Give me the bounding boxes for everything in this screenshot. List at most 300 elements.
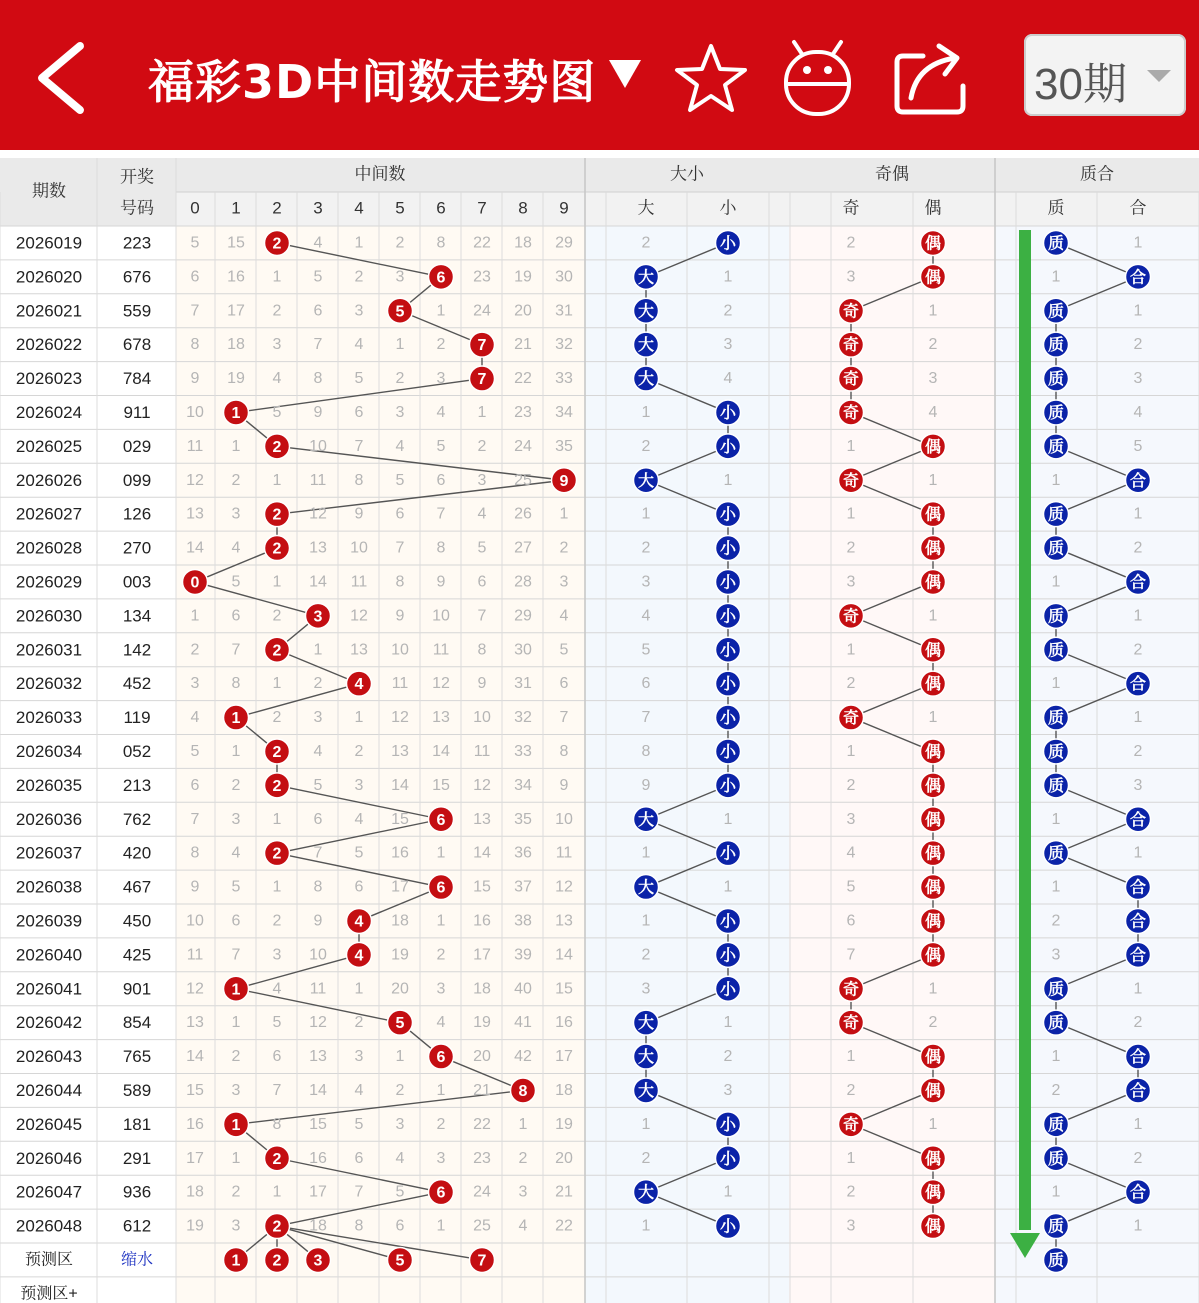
middle-miss-count: 3: [395, 268, 405, 286]
middle-miss-count: 5: [190, 742, 200, 760]
middle-miss-count: 19: [555, 1115, 573, 1133]
middle-miss-count: 24: [514, 437, 532, 455]
middle-miss-count: 10: [350, 539, 368, 557]
middle-miss-count: 1: [231, 1149, 241, 1167]
middle-miss-count: 9: [477, 675, 487, 693]
size-miss-count: 3: [723, 1081, 733, 1099]
middle-miss-count: 24: [473, 302, 491, 320]
size-miss-count: 4: [723, 370, 733, 388]
draw-number: 003: [122, 572, 152, 592]
size-hit-ball-label: 小: [719, 710, 737, 728]
prime-miss-count: 1: [1133, 607, 1143, 625]
prime-miss-count: 1: [1133, 234, 1143, 252]
draw-number: 052: [122, 741, 152, 761]
predict-ball-label: 5: [395, 1252, 405, 1270]
parity-hit-ball-label: 偶: [924, 811, 942, 829]
size-hit-ball-label: 小: [719, 777, 737, 795]
middle-miss-count: 4: [231, 539, 241, 557]
prime-hit-ball-label: 合: [1129, 947, 1147, 965]
middle-miss-count: 7: [477, 607, 487, 625]
parity-miss-count: 2: [846, 234, 856, 252]
parity-miss-count: 2: [846, 1081, 856, 1099]
parity-miss-count: 1: [928, 607, 938, 625]
issue-number: 2026024: [15, 402, 83, 422]
draw-number: 762: [122, 809, 152, 829]
draw-number: 213: [122, 775, 152, 795]
parity-hit-ball-label: 偶: [924, 676, 942, 694]
size-hit-ball-label: 大: [637, 811, 655, 829]
prime-hit-ball-label: 质: [1047, 404, 1065, 422]
middle-miss-count: 3: [190, 675, 200, 693]
middle-miss-count: 15: [432, 776, 450, 794]
middle-miss-count: 1: [272, 573, 282, 591]
header-parity-odd: 奇: [842, 198, 860, 218]
chevron-down-icon: [1146, 68, 1172, 84]
middle-miss-count: 3: [231, 1081, 241, 1099]
draw-number: 270: [122, 538, 152, 558]
middle-miss-count: 6: [395, 505, 405, 523]
parity-miss-count: 2: [928, 1014, 938, 1032]
prime-miss-count: 3: [1133, 776, 1143, 794]
middle-miss-count: 2: [272, 912, 282, 930]
parity-miss-count: 3: [846, 1217, 856, 1235]
middle-miss-count: 1: [518, 1115, 528, 1133]
middle-miss-count: 1: [436, 1217, 446, 1235]
parity-miss-count: 7: [846, 946, 856, 964]
middle-miss-count: 14: [309, 1081, 327, 1099]
issue-number: 2026041: [15, 979, 83, 999]
draw-number: 420: [122, 843, 152, 863]
middle-miss-count: 15: [555, 980, 573, 998]
parity-miss-count: 5: [846, 878, 856, 896]
middle-hit-ball-label: 6: [436, 879, 446, 897]
middle-hit-ball-label: 1: [231, 981, 241, 999]
middle-miss-count: 6: [436, 471, 446, 489]
middle-miss-count: 11: [473, 742, 491, 760]
issue-number: 2026027: [15, 504, 83, 524]
middle-miss-count: 10: [309, 946, 327, 964]
size-miss-count: 4: [641, 607, 651, 625]
prime-miss-count: 1: [1051, 573, 1061, 591]
middle-miss-count: 3: [272, 946, 282, 964]
draw-number: 223: [122, 233, 152, 253]
draw-number: 559: [122, 301, 152, 321]
middle-miss-count: 8: [313, 370, 323, 388]
back-arrow-icon[interactable]: [30, 38, 100, 118]
size-miss-count: 1: [641, 844, 651, 862]
header-issue: 期数: [32, 181, 66, 201]
parity-hit-ball-label: 偶: [924, 913, 942, 931]
size-miss-count: 1: [641, 403, 651, 421]
prime-hit-ball-label: 质: [1047, 438, 1065, 456]
middle-miss-count: 8: [395, 573, 405, 591]
draw-number: 425: [122, 945, 152, 965]
middle-miss-count: 22: [555, 1217, 573, 1235]
middle-miss-count: 25: [514, 471, 532, 489]
middle-miss-count: 6: [313, 810, 323, 828]
prime-miss-count: 1: [1051, 1048, 1061, 1066]
size-hit-ball-label: 大: [637, 1184, 655, 1202]
parity-hit-ball-label: 偶: [924, 879, 942, 897]
middle-miss-count: 3: [354, 302, 364, 320]
prime-miss-count: 1: [1133, 980, 1143, 998]
middle-miss-count: 6: [231, 912, 241, 930]
middle-hit-ball-label: 2: [272, 506, 282, 524]
prime-hit-ball-label: 质: [1047, 540, 1065, 558]
middle-miss-count: 6: [477, 573, 487, 591]
size-hit-ball-label: 小: [719, 540, 737, 558]
middle-miss-count: 6: [190, 776, 200, 794]
middle-hit-ball-label: 1: [231, 1116, 241, 1134]
middle-miss-count: 5: [395, 471, 405, 489]
draw-number: 911: [123, 402, 151, 422]
middle-hit-ball-label: 2: [272, 1218, 282, 1236]
size-miss-count: 1: [723, 1183, 733, 1201]
predict-ball-label: 3: [313, 1252, 323, 1270]
middle-miss-count: 30: [514, 641, 532, 659]
middle-miss-count: 1: [559, 505, 569, 523]
middle-miss-count: 18: [514, 234, 532, 252]
middle-miss-count: 8: [190, 336, 200, 354]
parity-miss-count: 6: [846, 912, 856, 930]
middle-hit-ball-label: 7: [477, 337, 487, 355]
middle-miss-count: 14: [432, 742, 450, 760]
prime-hit-ball-label: 质: [1047, 371, 1065, 389]
middle-miss-count: 4: [436, 403, 446, 421]
header-digit: 5: [395, 198, 405, 218]
middle-miss-count: 37: [514, 878, 532, 896]
issue-number: 2026042: [15, 1013, 83, 1033]
robot-icon[interactable]: [780, 38, 855, 118]
header-parity-even: 偶: [924, 198, 942, 218]
parity-hit-ball-label: 奇: [842, 303, 860, 321]
parity-miss-count: 3: [928, 370, 938, 388]
middle-hit-ball-label: 6: [436, 811, 446, 829]
middle-miss-count: 21: [473, 1081, 491, 1099]
parity-hit-ball-label: 偶: [924, 947, 942, 965]
parity-hit-ball-label: 偶: [924, 1049, 942, 1067]
prime-miss-count: 2: [1133, 1149, 1143, 1167]
middle-miss-count: 30: [555, 268, 573, 286]
header-prime: 质合: [1080, 164, 1114, 184]
draw-number: 765: [122, 1047, 152, 1067]
size-hit-ball-label: 小: [719, 404, 737, 422]
middle-hit-ball-label: 5: [395, 303, 405, 321]
issue-number: 2026048: [15, 1216, 83, 1236]
middle-miss-count: 12: [473, 776, 491, 794]
app-header: [0, 0, 1199, 150]
middle-miss-count: 4: [231, 844, 241, 862]
size-miss-count: 8: [641, 742, 651, 760]
middle-miss-count: 16: [391, 844, 409, 862]
prime-hit-ball-label: 合: [1129, 913, 1147, 931]
prime-miss-count: 1: [1133, 505, 1143, 523]
parity-miss-count: 1: [928, 1115, 938, 1133]
middle-miss-count: 5: [477, 539, 487, 557]
size-miss-count: 6: [641, 675, 651, 693]
middle-miss-count: 4: [313, 234, 323, 252]
shrink-button[interactable]: 缩水: [120, 1251, 154, 1269]
middle-miss-count: 21: [555, 1183, 573, 1201]
middle-hit-ball-label: 2: [272, 743, 282, 761]
middle-miss-count: 3: [477, 471, 487, 489]
middle-miss-count: 34: [514, 776, 532, 794]
middle-miss-count: 20: [514, 302, 532, 320]
header-prime-composite: 合: [1129, 198, 1147, 218]
middle-miss-count: 20: [391, 980, 409, 998]
draw-number: 589: [122, 1080, 152, 1100]
issue-number: 2026046: [15, 1148, 83, 1168]
middle-miss-count: 4: [395, 437, 405, 455]
parity-hit-ball-label: 偶: [924, 1184, 942, 1202]
middle-miss-count: 21: [514, 336, 532, 354]
issue-number: 2026023: [15, 369, 83, 389]
middle-miss-count: 7: [354, 437, 364, 455]
middle-miss-count: 8: [354, 1217, 364, 1235]
draw-number: 029: [122, 436, 152, 456]
middle-miss-count: 11: [432, 641, 450, 659]
prime-hit-ball-label: 质: [1047, 506, 1065, 524]
size-miss-count: 1: [641, 1115, 651, 1133]
parity-hit-ball-label: 奇: [842, 1015, 860, 1033]
middle-miss-count: 12: [186, 471, 204, 489]
middle-miss-count: 16: [227, 268, 245, 286]
middle-miss-count: 5: [231, 573, 241, 591]
prime-hit-ball-label: 质: [1047, 303, 1065, 321]
middle-miss-count: 9: [190, 370, 200, 388]
middle-miss-count: 13: [432, 709, 450, 727]
middle-hit-ball-label: 2: [272, 438, 282, 456]
middle-miss-count: 10: [473, 709, 491, 727]
parity-miss-count: 3: [846, 573, 856, 591]
size-miss-count: 1: [723, 878, 733, 896]
middle-miss-count: 5: [436, 437, 446, 455]
size-hit-ball-label: 大: [637, 472, 655, 490]
size-hit-ball-label: 小: [719, 981, 737, 999]
middle-miss-count: 32: [514, 709, 532, 727]
header-draw-2: 号码: [120, 198, 154, 218]
middle-miss-count: 18: [473, 980, 491, 998]
middle-hit-ball-label: 1: [231, 710, 241, 728]
middle-miss-count: 15: [186, 1081, 204, 1099]
size-hit-ball-label: 小: [719, 574, 737, 592]
prime-miss-count: 2: [1051, 912, 1061, 930]
middle-miss-count: 18: [555, 1081, 573, 1099]
header-parity: 奇偶: [875, 164, 909, 184]
middle-miss-count: 29: [555, 234, 573, 252]
size-miss-count: 5: [641, 641, 651, 659]
parity-miss-count: 2: [846, 675, 856, 693]
parity-hit-ball-label: 奇: [842, 371, 860, 389]
draw-number: 784: [122, 369, 152, 389]
middle-miss-count: 1: [477, 403, 487, 421]
middle-miss-count: 19: [391, 946, 409, 964]
prime-hit-ball-label: 合: [1129, 1049, 1147, 1067]
middle-hit-ball-label: 3: [313, 608, 323, 626]
middle-miss-count: 11: [186, 437, 204, 455]
draw-number: 854: [122, 1013, 152, 1033]
middle-miss-count: 1: [272, 878, 282, 896]
parity-hit-ball-label: 偶: [924, 1082, 942, 1100]
middle-miss-count: 6: [190, 268, 200, 286]
issue-number: 2026045: [15, 1114, 83, 1134]
parity-miss-count: 2: [928, 336, 938, 354]
middle-miss-count: 10: [555, 810, 573, 828]
parity-hit-ball-label: 偶: [924, 235, 942, 253]
middle-hit-ball-label: 2: [272, 235, 282, 253]
prime-hit-ball-label: 质: [1047, 1218, 1065, 1236]
middle-miss-count: 4: [313, 742, 323, 760]
parity-hit-ball-label: 奇: [842, 710, 860, 728]
parity-miss-count: 1: [846, 1048, 856, 1066]
size-hit-ball-label: 大: [637, 269, 655, 287]
draw-number: 612: [122, 1216, 152, 1236]
middle-miss-count: 12: [186, 980, 204, 998]
middle-miss-count: 10: [186, 403, 204, 421]
middle-miss-count: 1: [436, 912, 446, 930]
middle-miss-count: 5: [354, 844, 364, 862]
middle-hit-ball-label: 2: [272, 777, 282, 795]
header-digit: 8: [518, 198, 528, 218]
header-digit: 6: [436, 198, 446, 218]
draw-number: 119: [123, 708, 151, 728]
issue-number: 2026021: [15, 301, 83, 321]
middle-miss-count: 11: [309, 471, 327, 489]
prime-hit-ball-label: 质: [1047, 845, 1065, 863]
middle-miss-count: 5: [190, 234, 200, 252]
middle-miss-count: 18: [309, 1217, 327, 1235]
issue-number: 2026036: [15, 809, 83, 829]
middle-miss-count: 4: [354, 336, 364, 354]
middle-miss-count: 1: [313, 641, 323, 659]
middle-miss-count: 19: [473, 1014, 491, 1032]
issue-number: 2026030: [15, 606, 83, 626]
middle-miss-count: 25: [473, 1217, 491, 1235]
middle-hit-ball-label: 4: [354, 947, 364, 965]
draw-number: 452: [122, 674, 152, 694]
predict-plus-button[interactable]: 预测区+: [20, 1285, 78, 1303]
middle-miss-count: 4: [190, 709, 200, 727]
prime-miss-count: 4: [1133, 403, 1143, 421]
prime-hit-ball-label: 合: [1129, 879, 1147, 897]
size-hit-ball-label: 大: [637, 337, 655, 355]
middle-miss-count: 2: [354, 268, 364, 286]
parity-miss-count: 2: [846, 776, 856, 794]
middle-miss-count: 4: [354, 1081, 364, 1099]
middle-miss-count: 2: [354, 742, 364, 760]
middle-miss-count: 1: [231, 742, 241, 760]
prime-hit-ball-label: 合: [1129, 1082, 1147, 1100]
header-size-big: 大: [637, 198, 655, 218]
middle-miss-count: 6: [395, 1217, 405, 1235]
middle-miss-count: 1: [436, 1081, 446, 1099]
issue-number: 2026025: [15, 436, 83, 456]
draw-number: 467: [122, 877, 152, 897]
prime-miss-count: 2: [1133, 641, 1143, 659]
middle-miss-count: 2: [313, 675, 323, 693]
prime-hit-ball-label: 质: [1047, 743, 1065, 761]
size-hit-ball-label: 大: [637, 879, 655, 897]
middle-miss-count: 2: [272, 709, 282, 727]
middle-miss-count: 10: [391, 641, 409, 659]
caret-down-icon[interactable]: [605, 54, 645, 94]
middle-miss-count: 23: [514, 403, 532, 421]
middle-miss-count: 12: [309, 505, 327, 523]
parity-miss-count: 1: [928, 980, 938, 998]
middle-miss-count: 11: [309, 980, 327, 998]
middle-miss-count: 8: [190, 844, 200, 862]
middle-miss-count: 13: [391, 742, 409, 760]
middle-hit-ball-label: 1: [231, 404, 241, 422]
middle-miss-count: 7: [354, 1183, 364, 1201]
middle-miss-count: 6: [354, 1149, 364, 1167]
middle-miss-count: 32: [555, 336, 573, 354]
prime-hit-ball-label: 合: [1129, 676, 1147, 694]
middle-miss-count: 1: [354, 234, 364, 252]
middle-miss-count: 12: [555, 878, 573, 896]
middle-miss-count: 17: [186, 1149, 204, 1167]
middle-miss-count: 3: [354, 776, 364, 794]
draw-number: 126: [122, 504, 152, 524]
middle-miss-count: 1: [354, 709, 364, 727]
period-selector[interactable]: [1024, 34, 1186, 116]
issue-number: 2026031: [15, 640, 83, 660]
prime-miss-count: 1: [1133, 1217, 1143, 1235]
size-hit-ball-label: 大: [637, 1015, 655, 1033]
size-miss-count: 9: [641, 776, 651, 794]
middle-hit-ball-label: 6: [436, 269, 446, 287]
middle-miss-count: 15: [473, 878, 491, 896]
issue-number: 2026033: [15, 708, 83, 728]
middle-miss-count: 4: [518, 1217, 528, 1235]
middle-miss-count: 2: [231, 776, 241, 794]
header-middle: 中间数: [354, 164, 406, 184]
predict-prime-ball-label: 质: [1047, 1252, 1065, 1270]
size-miss-count: 2: [641, 234, 651, 252]
middle-hit-ball-label: 5: [395, 1015, 405, 1033]
middle-miss-count: 22: [514, 370, 532, 388]
middle-miss-count: 17: [309, 1183, 327, 1201]
middle-miss-count: 16: [473, 912, 491, 930]
middle-miss-count: 6: [559, 675, 569, 693]
middle-miss-count: 5: [354, 1115, 364, 1133]
star-icon[interactable]: [674, 38, 749, 118]
share-icon[interactable]: [893, 38, 968, 118]
middle-miss-count: 12: [309, 1014, 327, 1032]
draw-number: 099: [122, 470, 152, 490]
parity-hit-ball-label: 偶: [924, 1150, 942, 1168]
middle-miss-count: 1: [436, 302, 446, 320]
parity-hit-ball-label: 奇: [842, 981, 860, 999]
middle-miss-count: 28: [514, 573, 532, 591]
middle-miss-count: 2: [190, 641, 200, 659]
middle-miss-count: 31: [555, 302, 573, 320]
parity-hit-ball-label: 奇: [842, 404, 860, 422]
size-hit-ball-label: 小: [719, 1150, 737, 1168]
middle-miss-count: 3: [231, 810, 241, 828]
issue-number: 2026047: [15, 1182, 83, 1202]
issue-number: 2026043: [15, 1047, 83, 1067]
page-title[interactable]: 福彩3D中间数走势图: [148, 55, 597, 109]
parity-miss-count: 1: [928, 471, 938, 489]
size-miss-count: 2: [641, 1149, 651, 1167]
middle-miss-count: 9: [436, 573, 446, 591]
middle-miss-count: 7: [313, 844, 323, 862]
prime-miss-count: 1: [1133, 709, 1143, 727]
prime-miss-count: 1: [1051, 471, 1061, 489]
issue-number: 2026040: [15, 945, 83, 965]
predict-label: 预测区: [24, 1251, 74, 1269]
